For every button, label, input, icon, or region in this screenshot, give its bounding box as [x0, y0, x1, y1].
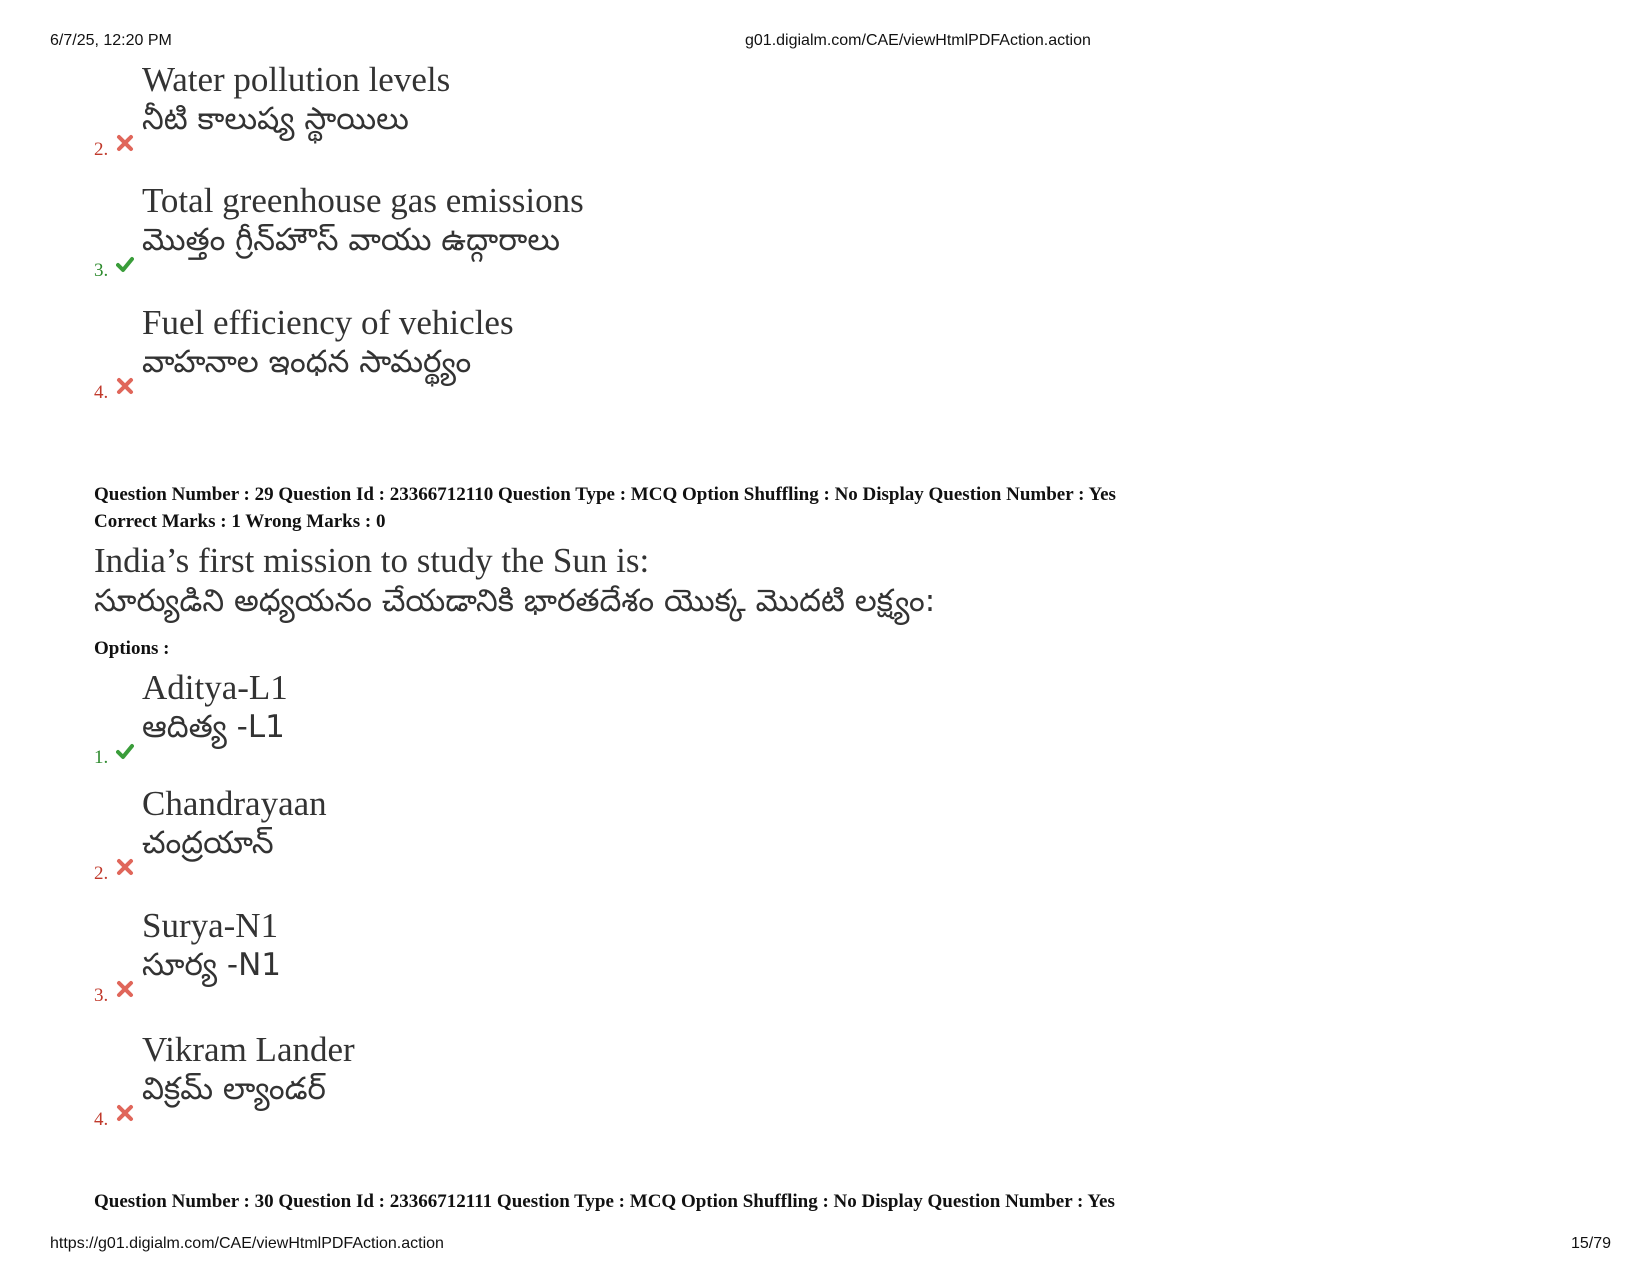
option-text-te: సూర్య -N1	[142, 947, 282, 983]
option-number: 2.	[94, 139, 109, 160]
question-meta: Question Number : 30 Question Id : 23366712111 Question Type : MCQ Option Shuffling : No Display Question Number : Yes	[94, 1191, 1115, 1212]
print-url: g01.digialm.com/CAE/viewHtmlPDFAction.action	[745, 32, 1091, 49]
option-text-en: Total greenhouse gas emissions	[142, 181, 584, 220]
page-number: 15/79	[1570, 1235, 1611, 1252]
check-icon	[116, 255, 134, 273]
option-number: 3.	[94, 985, 109, 1006]
option-number: 2.	[94, 863, 109, 884]
option-text-te: చంద్రయాన్	[142, 825, 274, 861]
cross-icon	[116, 377, 134, 395]
option-number: 4.	[94, 382, 109, 403]
option-number: 4.	[94, 1109, 109, 1130]
option-text-en: Aditya-L1	[142, 668, 288, 707]
check-icon	[116, 742, 134, 760]
option-text-en: Chandrayaan	[142, 784, 327, 823]
option-text-te: ఆదిత్య -L1	[142, 709, 285, 745]
print-datetime: 6/7/25, 12:20 PM	[50, 32, 172, 49]
option-text-te: వాహనాల ఇంధన సామర్థ్యం	[142, 344, 472, 380]
cross-icon	[116, 980, 134, 998]
option-text-en: Water pollution levels	[142, 60, 451, 99]
option-text-en: Vikram Lander	[142, 1030, 355, 1069]
option-number: 1.	[94, 747, 109, 768]
option-text-te: నీటి కాలుష్య స్థాయిలు	[142, 101, 409, 137]
cross-icon	[116, 134, 134, 152]
question-marks: Correct Marks : 1 Wrong Marks : 0	[94, 511, 386, 532]
option-text-en: Surya-N1	[142, 906, 279, 945]
cross-icon	[116, 858, 134, 876]
options-label: Options :	[94, 638, 170, 659]
cross-icon	[116, 1104, 134, 1122]
footer-url: https://g01.digialm.com/CAE/viewHtmlPDFAction.action	[50, 1235, 444, 1252]
option-text-en: Fuel efficiency of vehicles	[142, 303, 514, 342]
option-text-te: విక్రమ్ ల్యాండర్	[142, 1071, 326, 1107]
option-text-te: మొత్తం గ్రీన్‌హౌస్ వాయు ఉద్గారాలు	[142, 222, 561, 258]
question-text-en: India’s first mission to study the Sun is:	[94, 541, 650, 580]
question-text-te: సూర్యుడిని అధ్యయనం చేయడానికి భారతదేశం యొక్క మొదటి లక్ష్యం:	[94, 583, 936, 619]
question-meta: Question Number : 29 Question Id : 23366712110 Question Type : MCQ Option Shuffling : No Display Question Number : Yes	[94, 484, 1116, 505]
option-number: 3.	[94, 260, 109, 281]
